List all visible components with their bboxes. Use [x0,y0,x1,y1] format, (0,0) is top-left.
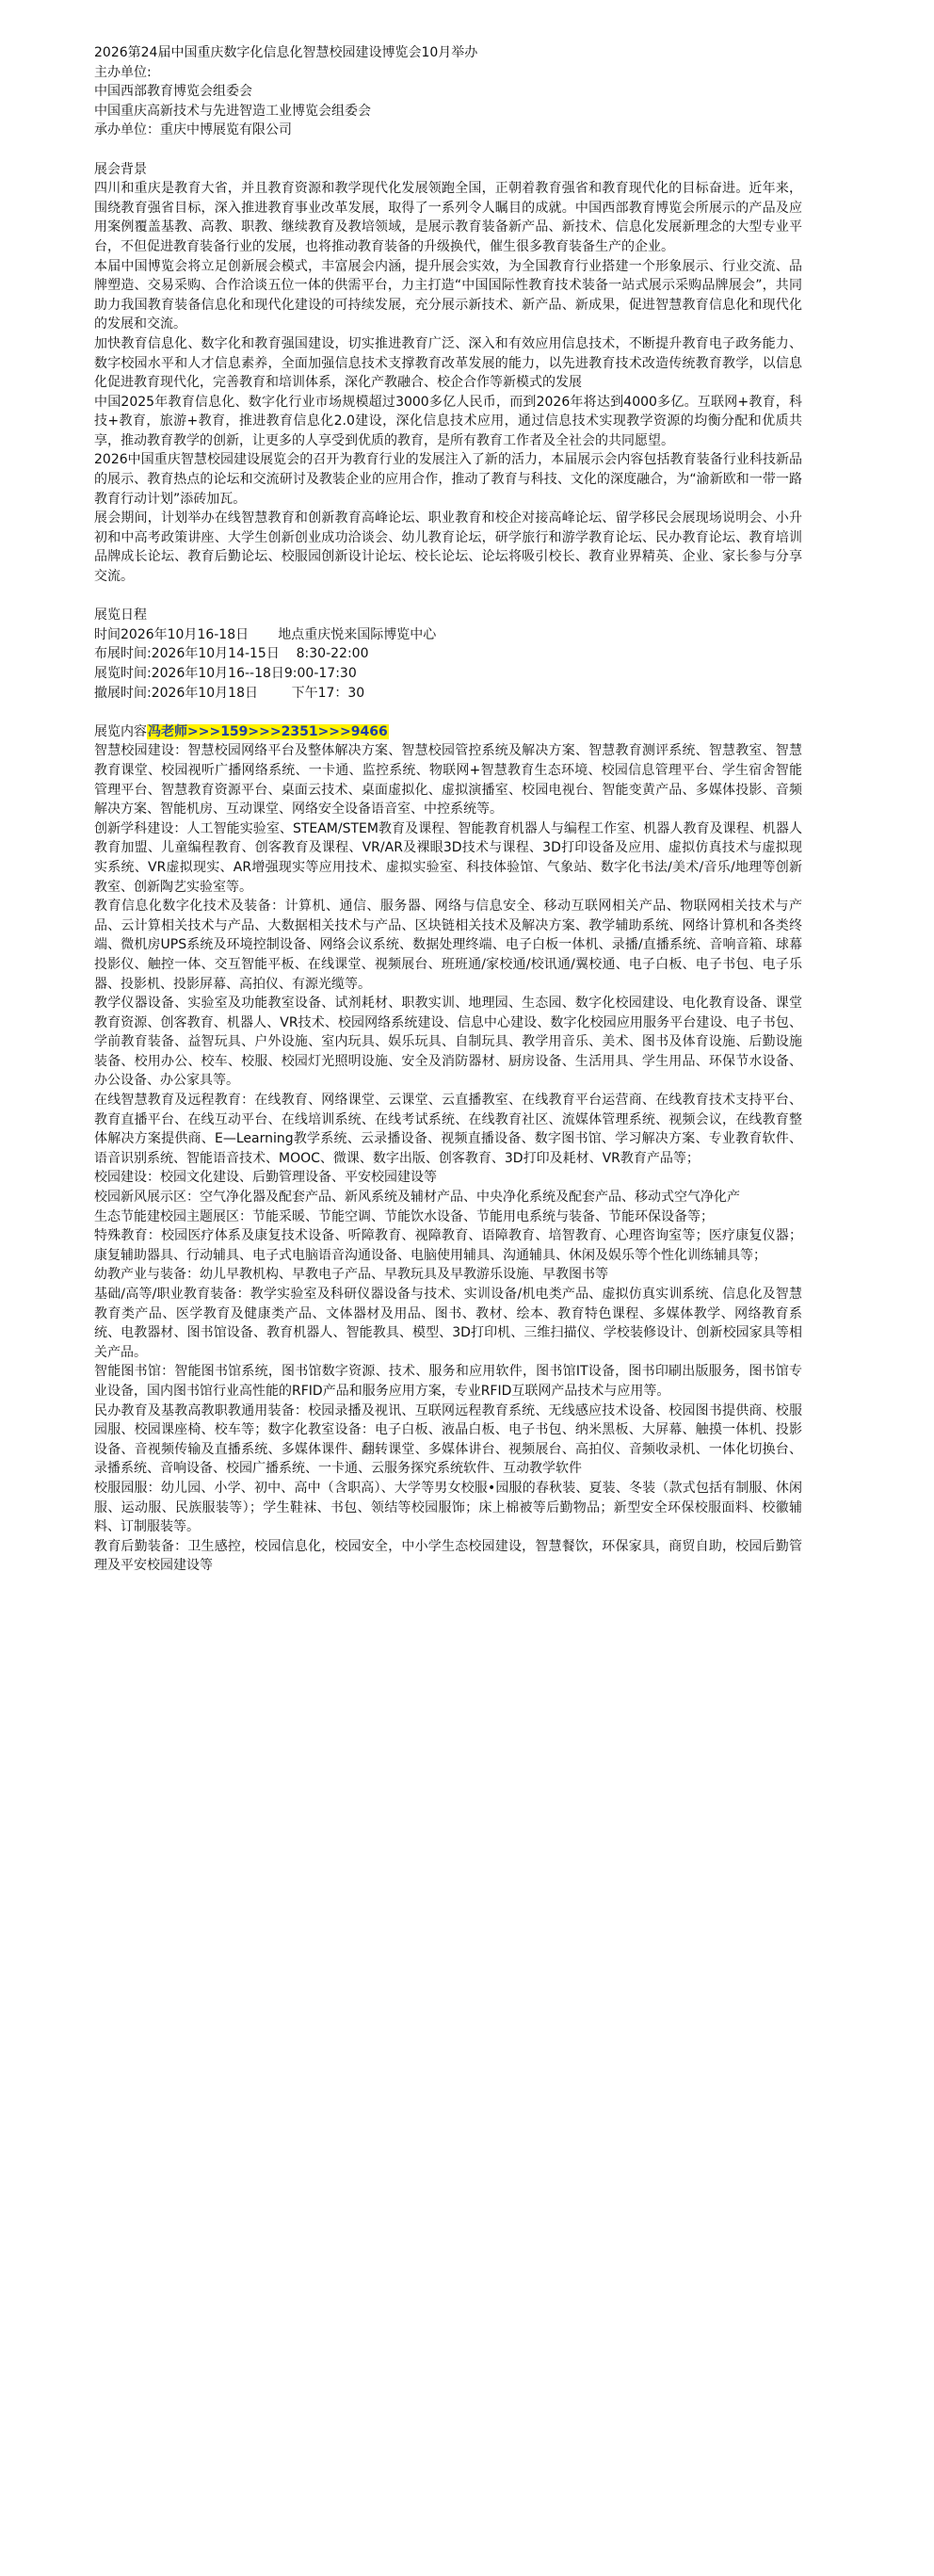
background-paragraph: 展会期间，计划举办在线智慧教育和创新教育高峰论坛、职业教育和校企对接高峰论坛、留学移民会展现场说明会、小升初和中高考政策讲座、大学生创新创业成功洽谈会、幼儿教育论坛，研学旅行和游学教育论坛、民办教育论坛、教育培训品牌成长论坛、教育后勤论坛、校服园创新设计论坛、校长论坛、论坛将吸引校长、教育业界精英、企业、家长参与分享交流。 [94,510,802,585]
exhibit-category: 教育信息化数字化技术及装备：计算机、通信、服务器、网络与信息安全、移动互联网相关产品、物联网相关技术与产品、云计算相关技术与产品、大数据相关技术与产品、区块链相关技术及解决方案、教学辅助系统、网络计算机和各类终端、微机房UPS系统及环境控制设备、网络会议系统、数据处理终端、电子白板一体机、录播/直播系统、音响音箱、球幕投影仪、触控一体、交互智能平板、在线课堂、视频展台、班班通/家校通/校讯通/翼校通、电子白板、电子书包、电子乐器、投影机、投影屏幕、高拍仪、有源光缆等。 [94,899,802,992]
spacer [94,140,802,160]
schedule-line: 时间2026年10月16-18日 地点重庆悦来国际博览中心 [94,626,437,642]
exhibit-category: 生态节能建校园主题展区：节能采暖、节能空调、节能饮水设备、节能用电系统与装备、节能环保设备等； [94,1208,714,1224]
exhibit-category: 幼教产业与装备：幼儿早教机构、早教电子产品、早教玩具及早教游乐设施、早教图书等 [94,1267,608,1283]
exhibit-category: 校园建设：校园文化建设、后勤管理设备、平安校园建设等 [94,1170,437,1186]
background-heading: 展会背景 [94,161,147,177]
page-title: 2026第24届中国重庆数字化信息化智慧校园建设博览会10月举办 [94,45,478,60]
spacer [94,587,802,607]
spacer [94,703,802,722]
exhibits-heading [94,722,802,742]
exhibit-category: 教育后勤装备：卫生感控，校园信息化，校园安全，中小学生态校园建设，智慧餐饮，环保家具，商贸自助，校园后勤管理及平安校园建设等 [94,1538,802,1574]
organizer-line: 承办单位：重庆中博展览有限公司 [94,122,292,138]
schedule-line: 布展时间:2026年10月14-15日 8:30-22:00 [94,646,369,662]
exhibit-category: 智能图书馆：智能图书馆系统，图书馆数字资源、技术、服务和应用软件，图书馆IT设备，图书印刷出版服务，图书馆专业设备，国内图书馆行业高性能的RFID产品和服务应用方案，专业RFID互联网产品技术与应用等。 [94,1364,802,1399]
exhibits-label: 展览内容 [94,723,147,739]
exhibit-category: 民办教育及基教高教职教通用装备：校园录播及视讯、互联网远程教育系统、无线感应技术设备、校园图书提供商、校服园服、校园课座椅、校车等；数字化教室设备：电子白板、液晶白板、电子书包、纳米黑板、大屏幕、触摸一体机、投影设备、音视频传输及直播系统、多媒体课件、翻转课堂、多媒体讲台、视频展台、高拍仪、音频收录机、一体化切换台、录播系统、音响设备、校园广播系统、一卡通、云服务探究系统软件、互动教学软件 [94,1402,802,1477]
background-paragraph: 加快教育信息化、数字化和教育强国建设，切实推进教育广泛、深入和有效应用信息技术，不断提升教育电子政务能力、数字校园水平和人才信息素养，全面加强信息技术支撑教育改革发展的能力，以先进教育技术改造传统教育教学，以信息化促进教育现代化，完善教育和培训体系，深化产教融合、校企合作等新模式的发展 [94,335,802,391]
background-paragraph: 四川和重庆是教育大省，并且教育资源和教学现代化发展领跑全国，正朝着教育强省和教育现代化的目标奋进。近年来，围绕教育强省目标，深入推进教育事业改革发展，取得了一系列令人瞩目的成就。中国西部教育博览会所展示的产品及应用案例覆盖基教、高教、职教、继续教育及教培领域，是展示教育装备新产品、新技术、信息化发展新理念的大型专业平台，不但促进教育装备行业的发展，也将推动教育装备的升级换代，催生很多教育装备生产的企业。 [94,181,802,254]
exhibit-category: 基础/高等/职业教育装备：教学实验室及科研仪器设备与技术、实训设备/机电类产品、虚拟仿真实训系统、信息化及智慧教育类产品、医学教育及健康类产品、文体器材及用品、图书、教材、绘本、教育特色课程、多媒体教学、网络教育系统、电教器材、图书馆设备、教育机器人、智能教具、模型、3D打印机、三维扫描仪、学校装修设计、创新校园家具等相关产品。 [94,1287,802,1360]
exhibit-category: 教学仪器设备、实验室及功能教室设备、试剂耗材、职教实训、地理园、生态园、数字化校园建设、电化教育设备、课堂教育资源、创客教育、机器人、VR技术、校园网络系统建设、信息中心建设、数字化校园应用服务平台建设、电子书包、学前教育装备、益智玩具、户外设施、室内玩具、娱乐玩具、自制玩具、教学用音乐、美术、图书及体育设施、后勤设施装备、校用办公、校车、校服、校园灯光照明设施、安全及消防器材、厨房设备、生活用具、学生用品、环保节水设备、办公设备、办公家具等。 [94,996,802,1089]
schedule-heading: 展览日程 [94,608,147,624]
exhibit-category: 在线智慧教育及远程教育：在线教育、网络课堂、云课堂、云直播教室、在线教育平台运营商、在线教育技术支持平台、教育直播平台、在线互动平台、在线培训系统、在线考试系统、在线教育社区、流媒体管理系统、视频会议，在线教育整体解决方案提供商、E—Learning教学系统、云录播设备、视频直播设备、数字图书馆、学习解决方案、专业教育软件、语音识别系统、智能语音技术、MOOC、微课、数字出版、创客教育、3D打印及耗材、VR教育产品等； [94,1093,802,1166]
background-paragraph: 2026中国重庆智慧校园建设展览会的召开为教育行业的发展注入了新的活力，本届展示会内容包括教育装备行业科技新品的展示、教育热点的论坛和交流研讨及教装企业的应用合作，推动了教育与科技、文化的深度融合，为“渝新欧和一带一路教育行动计划”添砖加瓦。 [94,452,802,507]
exhibit-category: 智慧校园建设：智慧校园网络平台及整体解决方案、智慧校园管控系统及解决方案、智慧教育测评系统、智慧教室、智慧教育课堂、校园视听广播网络系统、一卡通、监控系统、物联网+智慧教育生态环境、校园信息管理平台、学生宿舍智能管理平台、智慧教育资源平台、桌面云技术、桌面虚拟化、虚拟演播室、校园电视台、智能变黄产品、多媒体投影、音频解决方案、智能机房、互动课堂、网络安全设备语音室、中控系统等。 [94,743,802,818]
exhibit-category: 校园新风展示区：空气净化器及配套产品、新风系统及辅材产品、中央净化系统及配套产品、移动式空气净化产 [94,1190,740,1206]
host-label: 主办单位: [94,64,152,80]
exhibit-category: 创新学科建设：人工智能实验室、STEAM/STEM教育及课程、智能教育机器人与编程工作室、机器人教育及课程、机器人教育加盟、儿童编程教育、创客教育及课程、VR/AR及裸眼3D技术与课程、3D打印设备及应用、虚拟仿真技术与虚拟现实系统、VR虚拟现实、AR增强现实等应用技术、虚拟实验室、科技体验馆、气象站、数字化书法/美术/音乐/地理等创新教室、创新陶艺实验室等。 [94,820,802,895]
exhibit-category: 特殊教育：校园医疗体系及康复技术设备、听障教育、视障教育、语障教育、培智教育、心理咨询室等；医疗康复仪器；康复辅助器具、行动辅具、电子式电脑语音沟通设备、电脑使用辅具、沟通辅具、休闲及娱乐等个性化训练辅具等； [94,1228,802,1263]
host-line: 中国重庆高新技术与先进智造工业博览会组委会 [94,103,371,119]
schedule-line: 撤展时间:2026年10月18日 下午17：30 [94,685,365,701]
background-paragraph: 本届中国博览会将立足创新展会模式，丰富展会内涵，提升展会实效，为全国教育行业搭建一个形象展示、行业交流、品牌塑造、交易采购、合作洽谈五位一体的供需平台，力主打造“中国国际性教育技术装备一站式展示采购品牌展会”，共同助力我国教育装备信息化和现代化建设的可持续发展，充分展示新技术、新产品、新成果，促进智慧教育信息化和现代化的发展和交流。 [94,258,802,332]
host-line: 中国西部教育博览会组委会 [94,84,252,100]
exhibit-category: 校服园服：幼儿园、小学、初中、高中（含职高）、大学等男女校服•园服的春秋装、夏装、冬装（款式包括有制服、休闲服、运动服、民族服装等）；学生鞋袜、书包、领结等校园服饰；床上棉被等后勤物品；新型安全环保校服面料、校徽辅料、订制服装等。 [94,1480,802,1535]
contact-highlight: 冯老师>>>159>>>2351>>>9466 [148,723,388,739]
background-paragraph: 中国2025年教育信息化、数字化行业市场规模超过3000多亿人民币，而到2026年将达到4000多亿。互联网+教育，科技+教育，旅游+教育，推进教育信息化2.0建设，深化信息技术应用，通过信息技术实现教学资源的均衡分配和优质共享，推动教育教学的创新，让更多的人享受到优质的教育，是所有教育工作者及全社会的共同愿望。 [94,394,802,448]
schedule-line: 展览时间:2026年10月16--18日9:00-17:30 [94,666,357,681]
document-column [94,43,802,1576]
